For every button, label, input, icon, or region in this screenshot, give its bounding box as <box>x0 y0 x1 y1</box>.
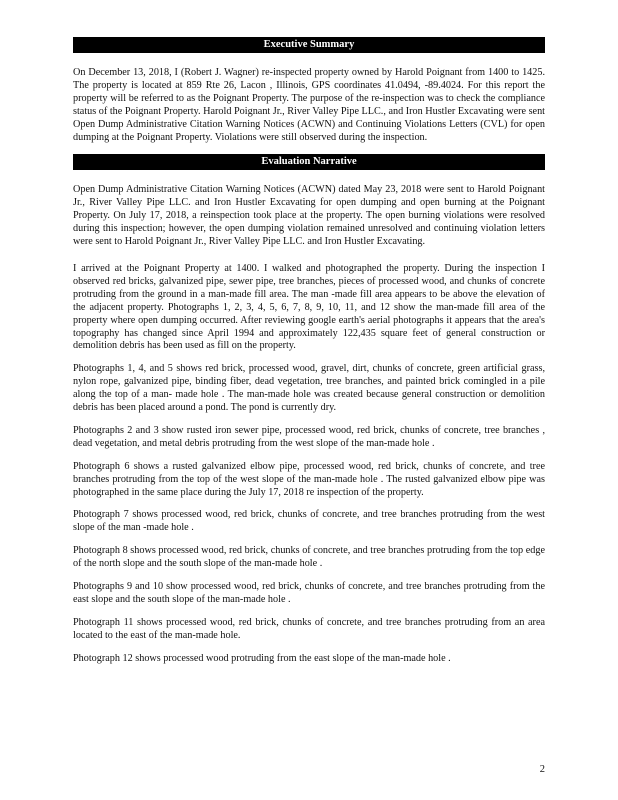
narrative-paragraph-1: Open Dump Administrative Citation Warning Notices (ACWN) dated May 23, 2018 were sent to Harold Poignant Jr., River Valley Pipe LLC. and Iron Hustler Excavating for open dumping and open burning at the Poignant Property. On July 17, 2018, a reinspection took place at the property. The open burning violations were resolved during this inspection; however, the open dumping violation remained unresolved and continuing violation letters were sent to Harold Poignant Jr., River Valley Pipe LLC. and Iron Hustler Excavating. <box>73 184 545 248</box>
narrative-paragraph-8: Photographs 9 and 10 show processed wood, red brick, chunks of concrete, and tree branches protruding from the east slope and the south slope of the man-made hole . <box>73 581 545 605</box>
page-number: 2 <box>539 764 545 775</box>
executive-summary-paragraph: On December 13, 2018, I (Robert J. Wagner) re-inspected property owned by Harold Poignant from 1400 to 1425. The property is located at 859 Rte 26, Lacon , Illinois, GPS coordinates 41.0494, -89.4024. For this report the property will be referred to as the Poignant Property. The purpose of the re-inspection was to check the compliance status of the Poignant Property. Harold Poignant Jr., River Valley Pipe LLC., and Iron Hustler Excavating were sent Open Dump Administrative Citation Warning Notices (ACWN) and Continuing Violations Letters (CVL) for open dumping at the Poignant Property. Violations were still observed during the inspection. <box>73 67 545 143</box>
evaluation-narrative-heading: Evaluation Narrative <box>73 154 545 170</box>
narrative-paragraph-9: Photograph 11 shows processed wood, red brick, chunks of concrete, and tree branches protruding from an area located to the east of the man-made hole. <box>73 616 545 641</box>
page-content <box>73 37 545 676</box>
executive-summary-heading: Executive Summary <box>73 37 545 53</box>
narrative-paragraph-7: Photograph 8 shows processed wood, red brick, chunks of concrete, and tree branches protruding from the top edge of the north slope and the south slope of the man-made hole . <box>73 545 545 570</box>
narrative-paragraph-4: Photographs 2 and 3 show rusted iron sewer pipe, processed wood, red brick, chunks of concrete, tree branches , dead vegetation, and metal debris protruding from the west slope of the man-made hole . <box>73 424 545 449</box>
narrative-paragraph-5: Photograph 6 shows a rusted galvanized elbow pipe, processed wood, red brick, chunks of concrete, and tree branches protruding from the top of the west slope of the man-made hole . The rusted galvanized elbow pipe was photographed in the same place during the July 17, 2018 re inspection of the property. <box>73 460 545 498</box>
narrative-paragraph-6: Photograph 7 shows processed wood, red brick, chunks of concrete, and tree branches protruding from the west slope of the man -made hole . <box>73 509 545 534</box>
narrative-paragraph-10: Photograph 12 shows processed wood protruding from the east slope of the man-made hole . <box>73 652 451 664</box>
narrative-paragraph-3: Photographs 1, 4, and 5 shows red brick, processed wood, gravel, dirt, chunks of concrete, green artificial grass, nylon rope, galvanized pipe, binding fiber, dead vegetation, tree branches, and painted brick comingled in a pile along the top of a man- made hole . The man-made hole was created because general construction or demolition debris has been placed around a pond. The pond is currently dry. <box>73 363 545 414</box>
narrative-paragraph-2: I arrived at the Poignant Property at 1400. I walked and photographed the property. During the inspection I observed red bricks, galvanized pipe, sewer pipe, tree branches, pieces of processed wood, and chunks of concrete protruding from the ground in a man-made fill area. The man -made fill area appears to be above the elevation of the adjacent property. Photographs 1, 2, 3, 4, 5, 6, 7, 8, 9, 10, 11, and 12 show the man-made fill area of the property where open dumping occurred. After reviewing google earth's aerial photographs it appears that the area's topography has changed since April 1994 and approximately 122,435 square feet of general construction or demolition debris has been used as fill on the property. <box>73 262 545 352</box>
